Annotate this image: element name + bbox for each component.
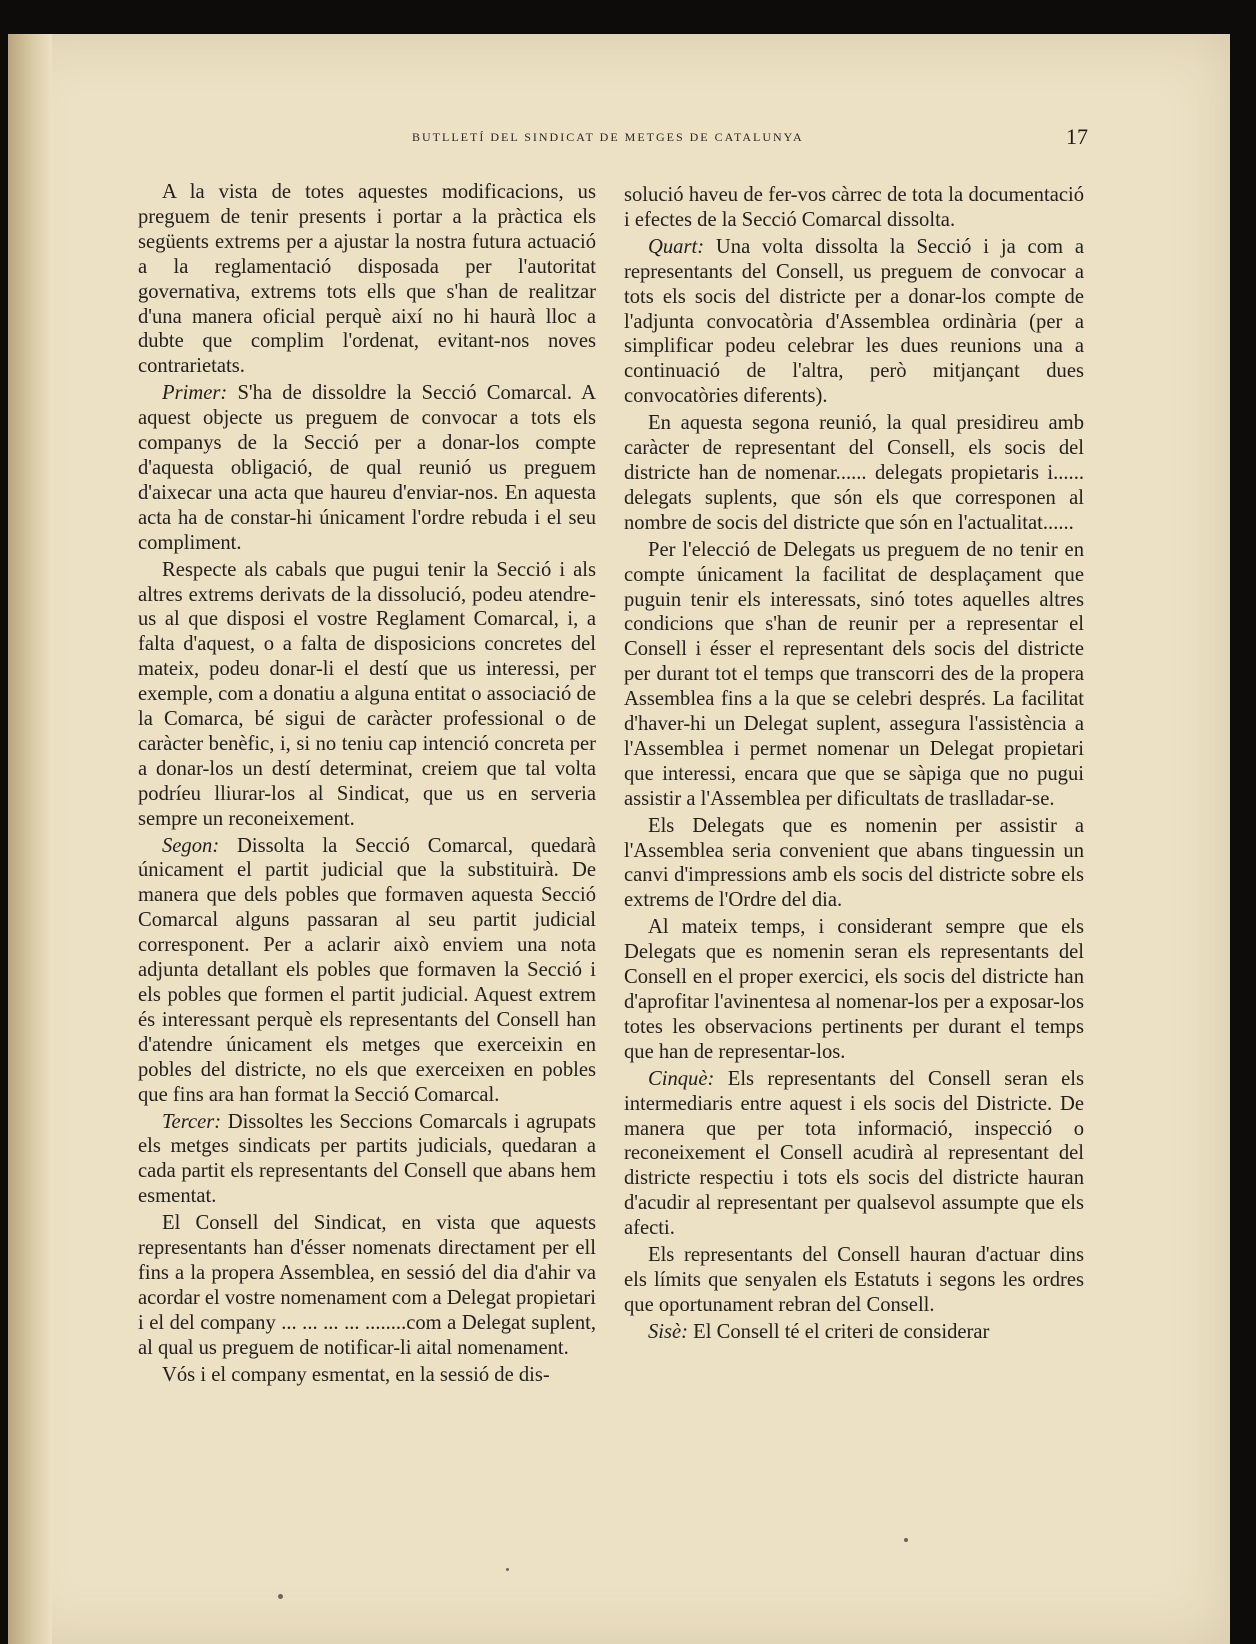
section-label-cinque: Cinquè: xyxy=(648,1067,715,1090)
paragraph: En aquesta segona reunió, la qual presidireu amb caràcter de representant del Consell, els socis del districte han de nomenar...... delegats propietaris i...... delegats suplents, que són els que corresponen al nombre de socis del districte que són en l'actualitat...... xyxy=(624,412,1084,534)
paper-speck xyxy=(506,1568,509,1571)
page-number: 17 xyxy=(1066,124,1088,149)
paragraph: Els Delegats que es nomenin per assistir a l'Assemblea seria convenient que abans tinguessin un canvi d'impressions amb els socis del districte sobre els extrems de l'Ordre del dia. xyxy=(624,814,1084,912)
page-header xyxy=(0,124,1256,154)
paragraph xyxy=(138,381,596,555)
paper-speck xyxy=(278,1594,283,1599)
paragraph xyxy=(138,834,596,1108)
paragraph: Respecte als cabals que pugui tenir la Secció i als altres extrems derivats de la dissolució, podeu atendre-us al que disposi el vostre Reglament Comarcal, i, a falta d'aquest, o a falta de disposicions concretes del mateix, podeu donar-li el destí que us interessi, per exemple, com a donatiu a alguna entitat o associació de la Comarca, bé sigui de caràcter professional o de caràcter benèfic, i, si no teniu cap intenció concreta per a donar-los un destí determinat, creiem que tal volta podríeu lliurar-los al Sindicat, que us en serveria sempre un reconeixement. xyxy=(138,558,596,830)
section-label-segon: Segon: xyxy=(162,834,220,857)
paragraph: Els representants del Consell hauran d'actuar dins els límits que senyalen els Estatuts i segons les ordres que oportunament rebran del Consell. xyxy=(624,1244,1084,1316)
running-title: BUTLLETÍ DEL SINDICAT DE METGES DE CATALUNYA xyxy=(412,130,804,144)
book-spine-shadow xyxy=(8,34,52,1644)
left-column xyxy=(138,180,596,1390)
paragraph-text: S'ha de dissoldre la Secció Comarcal. A aquest objecte us preguem de convocar a tots els companys de la Secció per a donar-los compte d'aquesta obligació, de qual reunió us preguem d'aixecar una acta que haureu d'enviar-nos. En aquesta acta ha de constar-hi únicament l'ordre rebuda i el seu compliment. xyxy=(138,382,596,554)
paragraph xyxy=(138,1110,596,1210)
paragraph-text: El Consell té el criteri de considerar xyxy=(688,1320,990,1343)
paragraph-text: Una volta dissolta la Secció i ja com a representants del Consell, us preguem de convocar a tots els socis del districte per a donar-los compte de l'adjunta convocatòria d'Assemblea ordinària (per a simplificar podeu celebrar les dues reunions una a continuació de l'altra, però mitjançant dues convocatòries diferents). xyxy=(624,235,1084,408)
section-label-sise: Sisè: xyxy=(648,1320,689,1343)
paragraph xyxy=(624,1320,1084,1345)
section-label-tercer: Tercer: xyxy=(162,1110,222,1133)
paragraph: Per l'elecció de Delegats us preguem de no tenir en compte únicament la facilitat de desplaçament que puguin tenir els interessats, sinó totes aquelles altres condicions que s'han de reunir per a representar el Consell i ésser el representant dels socis del districte per durant tot el temps que transcorri des de la propera Assemblea fins a la que se celebri després. La facilitat d'haver-hi un Delegat suplent, assegura l'assistència a l'Assemblea i permet nomenar un Delegat propietari que interessi, encara que que se sàpiga que no pugui assistir a l'Assemblea per dificultats de traslladar-se. xyxy=(624,538,1084,810)
right-column xyxy=(624,183,1084,1347)
paragraph: solució haveu de fer-vos càrrec de tota la documentació i efectes de la Secció Comarcal dissolta. xyxy=(624,184,1084,231)
paper-speck xyxy=(904,1538,908,1542)
paragraph: El Consell del Sindicat, en vista que aquests representants han d'ésser nomenats directament per ell fins a la propera Assemblea, en sessió del dia d'ahir va acordar el vostre nomenament com a Delegat propietari i el del company ... ... ... ... ........com a Delegat suplent, al qual us preguem de notificar-li aital nomenament. xyxy=(138,1212,597,1359)
paragraph xyxy=(624,235,1084,409)
paragraph-text: Els representants del Consell seran els intermediaris entre aquest i els socis del Districte. De manera que per tota informació, inspecció o reconeixement el Consell acudirà al representant del districte respectiu i tots els socis del districte hauran d'acudir al representant per qualsevol assumpte que els afecti. xyxy=(624,1067,1084,1240)
paragraph-text: Dissolta la Secció Comarcal, quedarà únicament el partit judicial que la substituirà. De manera que dels pobles que formaven aquesta Secció Comarcal alguns passaran al seu partit judicial corresponent. Per a aclarir això enviem una nota adjunta detallant els pobles que formaven la Secció i els pobles que formen el partit judicial. Aquest extrem és interessant perquè els representants del Consell han d'atendre únicament els metges que exerceixin en pobles del districte, no els que exerceixen en pobles que fins ara han format la Secció Comarcal. xyxy=(138,834,596,1106)
paragraph-text: Dissoltes les Seccions Comarcals i agrupats els metges sindicats per partits judicials, quedaran a cada partit els representants del Consell que abans hem esmentat. xyxy=(138,1110,596,1208)
paragraph: Vós i el company esmentat, en la sessió de dis- xyxy=(162,1363,550,1386)
paragraph xyxy=(624,1067,1084,1241)
paragraph: Al mateix temps, i considerant sempre que els Delegats que es nomenin seran els representants del Consell en el proper exercici, els socis del districte han d'aprofitar l'avinentesa al nomenar-los per a exposar-los totes les observacions pertinents per durant el temps que han de representar-los. xyxy=(624,916,1084,1063)
paragraph: A la vista de totes aquestes modificacions, us preguem de tenir presents i portar a la pràctica els següents extrems per a ajustar la nostra futura actuació a la reglamentació disposada per l'autoritat governativa, extrems tots ells que s'han de realitzar d'una manera oficial perquè així no hi haurà lloc a dubte que complim l'ordenat, evitant-nos noves contrarietats. xyxy=(138,181,596,378)
section-label-primer: Primer: xyxy=(162,382,228,405)
section-label-quart: Quart: xyxy=(648,235,705,258)
